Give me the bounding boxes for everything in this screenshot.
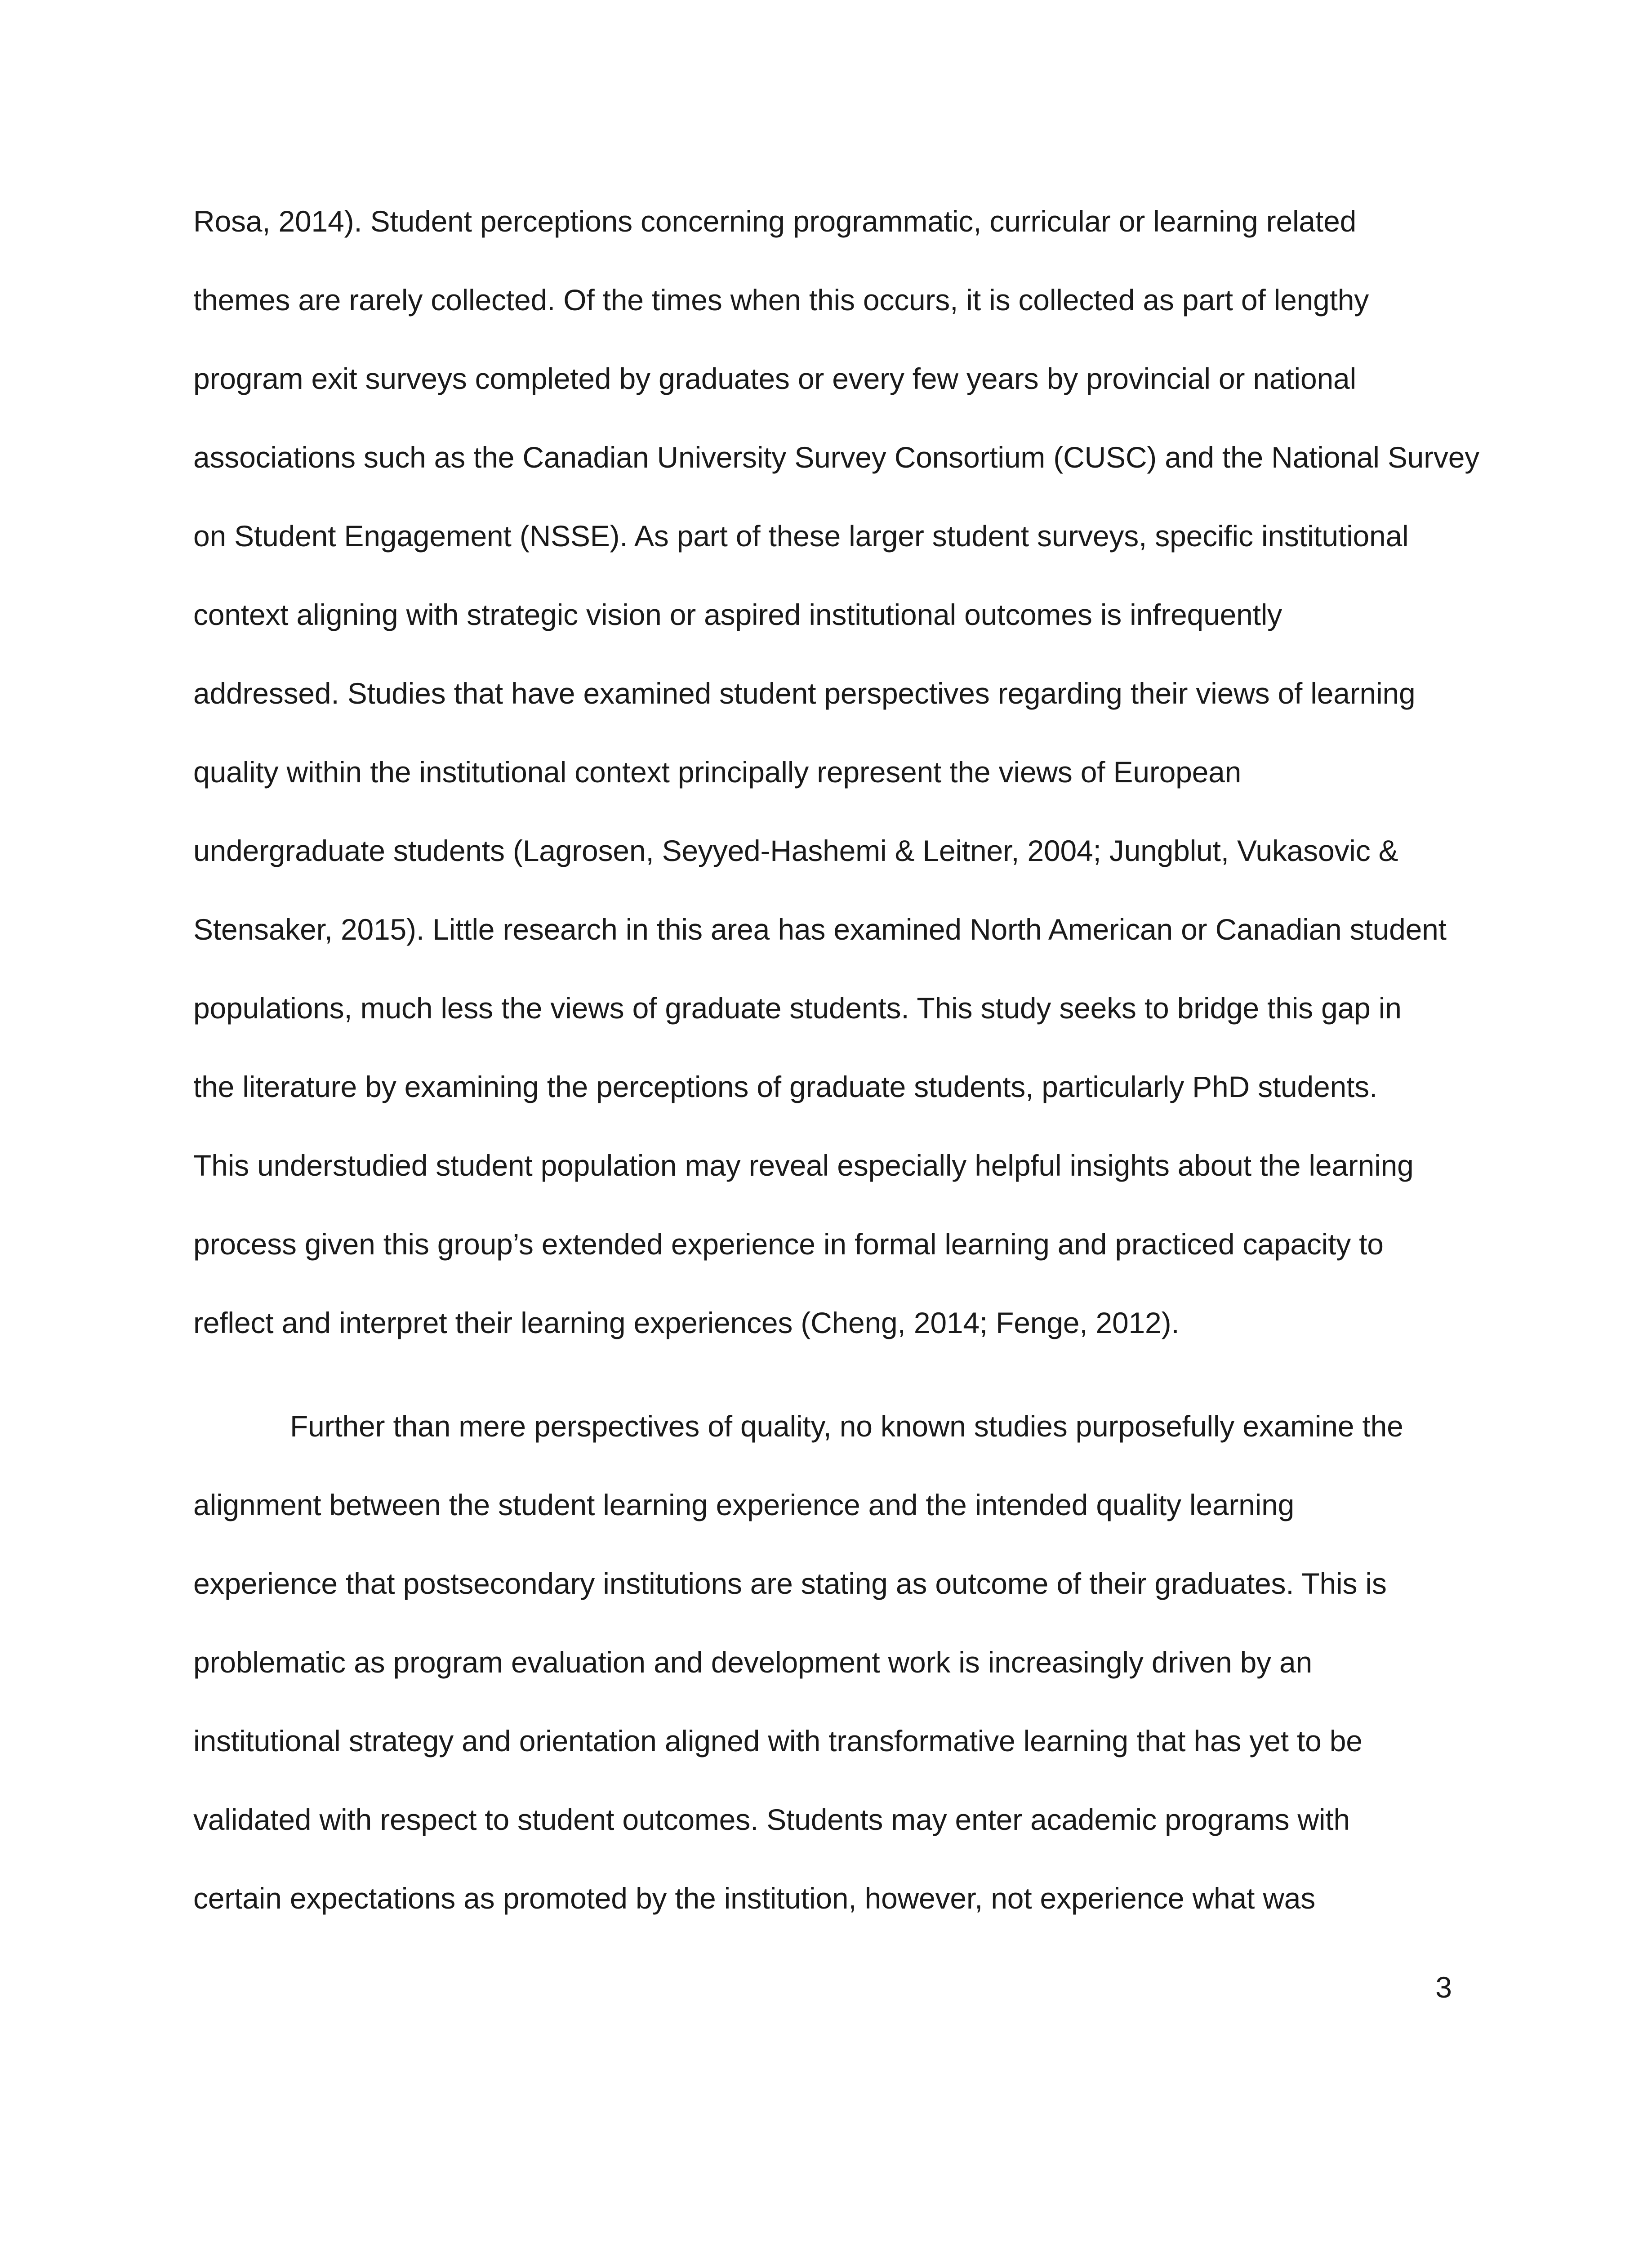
paragraph-1 <box>193 182 1480 1362</box>
paragraph-line: themes are rarely collected. Of the times when this occurs, it is collected as part of lengthy <box>193 283 1369 317</box>
paragraph-line: certain expectations as promoted by the institution, however, not experience what was <box>193 1882 1316 1915</box>
paragraph-line: on Student Engagement (NSSE). As part of these larger student surveys, specific institutional <box>193 519 1409 553</box>
paragraph-line: addressed. Studies that have examined student perspectives regarding their views of learning <box>193 677 1416 710</box>
paragraph-line: populations, much less the views of graduate students. This study seeks to bridge this gap in <box>193 991 1402 1025</box>
paragraph-line: validated with respect to student outcomes. Students may enter academic programs with <box>193 1803 1350 1836</box>
paragraph-line: experience that postsecondary institutions are stating as outcome of their graduates. This is <box>193 1567 1387 1600</box>
paragraph-line: alignment between the student learning experience and the intended quality learning <box>193 1488 1295 1521</box>
paragraph-line: reflect and interpret their learning experiences (Cheng, 2014; Fenge, 2012). <box>193 1306 1180 1339</box>
paragraph-line: problematic as program evaluation and development work is increasingly driven by an <box>193 1646 1313 1679</box>
paragraph-line: institutional strategy and orientation aligned with transformative learning that has yet to be <box>193 1724 1363 1757</box>
paragraph-line: undergraduate students (Lagrosen, Seyyed-Hashemi & Leitner, 2004; Jungblut, Vukasovic & <box>193 834 1398 867</box>
paragraph-first-line: Further than mere perspectives of quality, no known studies purposefully examine the <box>290 1409 1403 1443</box>
paragraph-line: quality within the institutional context principally represent the views of European <box>193 755 1242 789</box>
paragraph-line: process given this group’s extended experience in formal learning and practiced capacity to <box>193 1227 1384 1261</box>
page-number: 3 <box>1435 1971 1452 2004</box>
paragraph-line: the literature by examining the perceptions of graduate students, particularly PhD students. <box>193 1070 1378 1103</box>
paragraph-line: associations such as the Canadian University Survey Consortium (CUSC) and the National Survey <box>193 441 1480 474</box>
paragraph-line: Rosa, 2014). Student perceptions concerning programmatic, curricular or learning related <box>193 205 1357 238</box>
paragraph-2 <box>193 1387 1465 1938</box>
paragraph-line: Stensaker, 2015). Little research in this area has examined North American or Canadian student <box>193 913 1447 946</box>
paragraph-line: This understudied student population may reveal especially helpful insights about the learning <box>193 1149 1414 1182</box>
paragraph-line: context aligning with strategic vision or aspired institutional outcomes is infrequently <box>193 598 1282 631</box>
paragraph-line: program exit surveys completed by graduates or every few years by provincial or national <box>193 362 1356 395</box>
